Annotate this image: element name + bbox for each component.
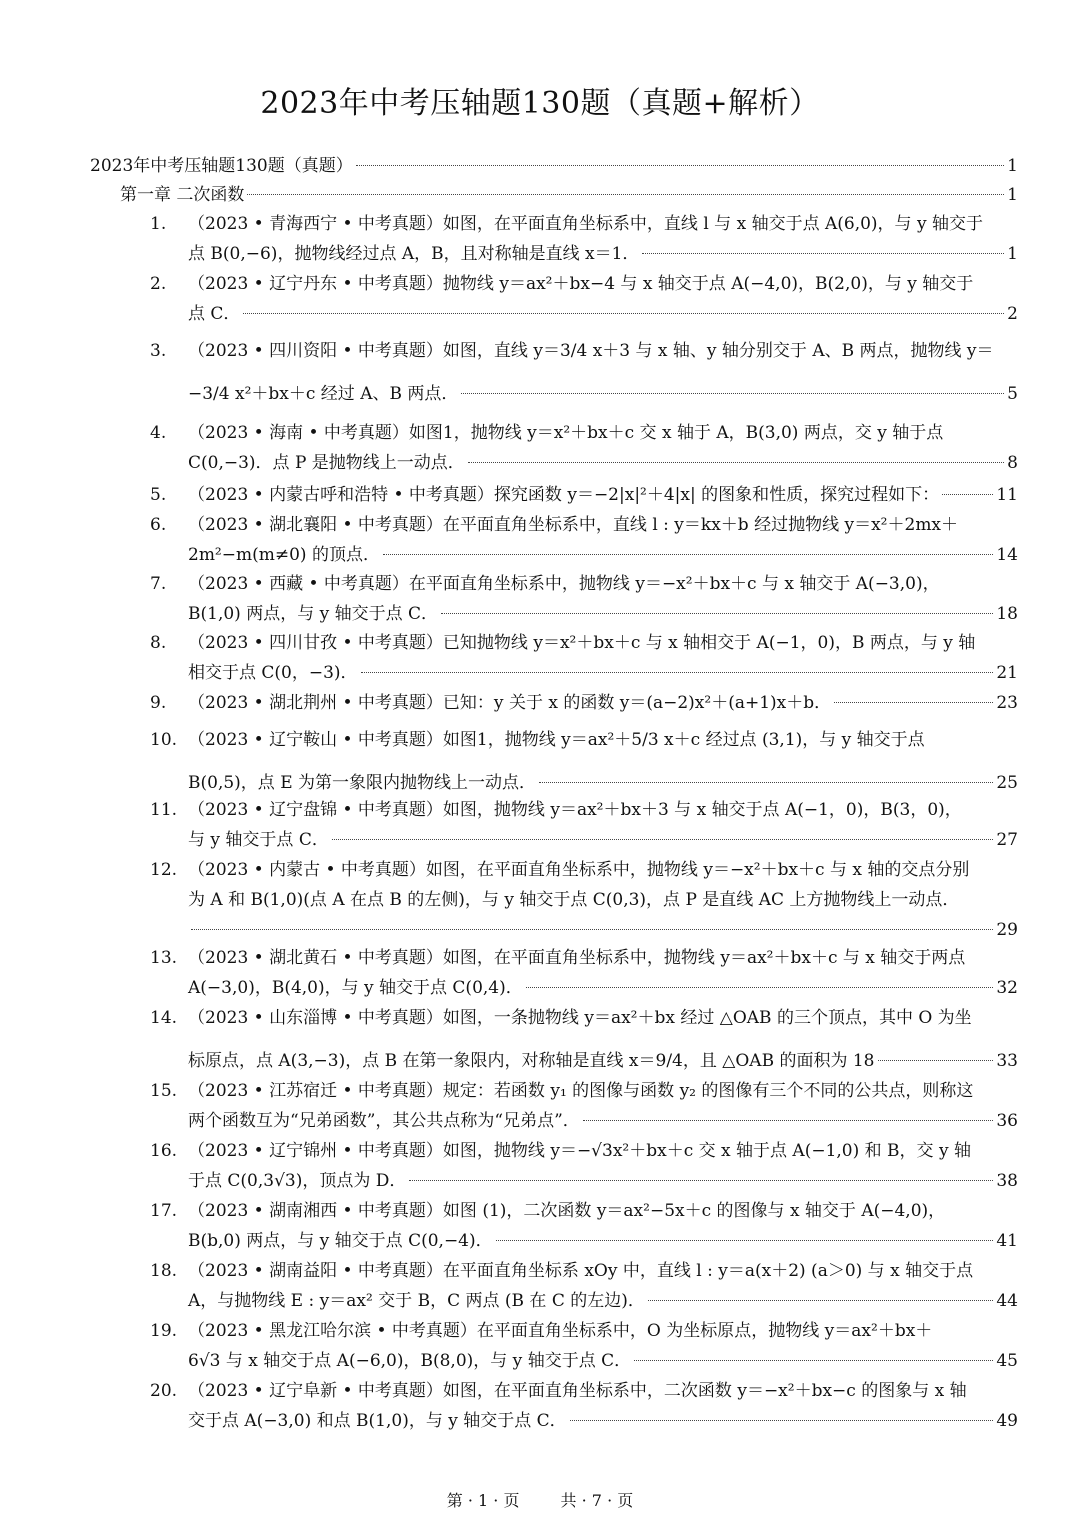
- item-number: 2.: [150, 274, 167, 294]
- toc-page-number: 1: [1007, 185, 1018, 205]
- toc-entry-line[interactable]: [150, 271, 973, 297]
- item-number: 18.: [150, 1261, 178, 1281]
- toc-item-entry[interactable]: [188, 1168, 1018, 1194]
- toc-item-entry[interactable]: [188, 601, 1018, 627]
- dot-leader: [468, 462, 1004, 463]
- toc-entry-line[interactable]: [150, 1198, 945, 1224]
- toc-entry-text: （2023 • 四川资阳 • 中考真题）如图，直线 y＝3/4 x＋3 与 x 轴、y 轴分别交于 A、B 两点，抛物线 y＝: [188, 341, 994, 361]
- toc-item-entry[interactable]: [188, 301, 1018, 327]
- toc-entry-text: 标原点，点 A(3,−3)，点 B 在第一象限内，对称轴是直线 x＝9/4，且 △OAB 的面积为 18: [188, 1051, 875, 1071]
- toc-item-page-row[interactable]: [188, 917, 1018, 943]
- toc-item-entry[interactable]: [188, 1048, 1018, 1074]
- item-number: 13.: [150, 948, 178, 968]
- toc-entry-line[interactable]: [150, 857, 969, 883]
- toc-item-entry[interactable]: [188, 241, 1018, 267]
- toc-entry-text: 点 B(0,−6)，抛物线经过点 A，B，且对称轴是直线 x＝1．: [188, 244, 640, 264]
- dot-leader: [583, 1120, 994, 1121]
- toc-entry-text: （2023 • 湖北襄阳 • 中考真题）在平面直角坐标系中，直线 l : y＝kx＋b 经过抛物线 y＝x²＋2mx＋: [188, 515, 959, 535]
- toc-entry-text: （2023 • 辽宁鞍山 • 中考真题）如图1，抛物线 y＝ax²＋5/3 x＋c 经过点 (3,1)，与 y 轴交于点: [188, 730, 925, 750]
- toc-entry-text: （2023 • 辽宁锦州 • 中考真题）如图，抛物线 y＝−√3x²＋bx＋c 交 x 轴于点 A(−1,0) 和 B，交 y 轴: [188, 1141, 971, 1161]
- toc-entry-text: B(0,5)，点 E 为第一象限内抛物线上一动点．: [188, 773, 537, 793]
- item-number: 9.: [150, 693, 167, 713]
- toc-entry-text: 于点 C(0,3√3)，顶点为 D．: [188, 1171, 407, 1191]
- dot-leader: [243, 313, 1004, 314]
- toc-entry-text: 为 A 和 B(1,0)(点 A 在点 B 的左侧)，与 y 轴交于点 C(0,3)，点 P 是直线 AC 上方抛物线上一动点．: [188, 890, 960, 910]
- toc-page-number: 29: [996, 920, 1018, 940]
- item-number: 19.: [150, 1321, 178, 1341]
- toc-page-number: 25: [996, 773, 1018, 793]
- dot-leader: [332, 839, 994, 840]
- dot-leader: [634, 1360, 993, 1361]
- item-number: 6.: [150, 515, 167, 535]
- toc-entry-line[interactable]: [150, 727, 925, 753]
- item-number: 3.: [150, 341, 167, 361]
- item-number: 10.: [150, 730, 178, 750]
- toc-item-entry[interactable]: [188, 1348, 1018, 1374]
- toc-entry-line[interactable]: [150, 512, 958, 538]
- page-footer: [0, 1488, 1080, 1511]
- toc-entry-text: （2023 • 湖北黄石 • 中考真题）如图，在平面直角坐标系中，抛物线 y＝ax²＋bx＋c 与 x 轴交于两点: [188, 948, 966, 968]
- toc-entry-text: （2023 • 青海西宁 • 中考真题）如图，在平面直角坐标系中，直线 l 与 x 轴交于点 A(6,0)，与 y 轴交于: [188, 214, 983, 234]
- toc-item-entry[interactable]: [188, 542, 1018, 568]
- item-number: 1.: [150, 214, 167, 234]
- toc-page-number: 1: [1007, 244, 1018, 264]
- toc-entry-line[interactable]: [150, 1378, 967, 1404]
- toc-item-entry[interactable]: [188, 450, 1018, 476]
- toc-entry-line[interactable]: [150, 1005, 972, 1031]
- toc-entry-text: 第一章 二次函数: [120, 185, 245, 205]
- document-title: 2023年中考压轴题130题（真题+解析）: [260, 86, 820, 121]
- toc-entry-line[interactable]: [188, 887, 959, 913]
- toc-entry-line[interactable]: [150, 571, 940, 597]
- item-number: 20.: [150, 1381, 178, 1401]
- toc-entry-text: −3/4 x²＋bx＋c 经过 A、B 两点．: [188, 384, 459, 404]
- toc-item-entry[interactable]: [188, 1408, 1018, 1434]
- toc-page-number: 8: [1007, 453, 1018, 473]
- toc-item-entry[interactable]: [188, 827, 1018, 853]
- item-number: 14.: [150, 1008, 178, 1028]
- dot-leader: [648, 1300, 994, 1301]
- toc-entry-text: C(0,−3)．点 P 是抛物线上一动点．: [188, 453, 465, 473]
- toc-entry-text: （2023 • 内蒙古 • 中考真题）如图，在平面直角坐标系中，抛物线 y＝−x²＋bx＋c 与 x 轴的交点分别: [188, 860, 970, 880]
- toc-entry-text: 2023年中考压轴题130题（真题）: [90, 156, 353, 176]
- toc-page-number: 49: [996, 1411, 1018, 1431]
- dot-leader: [942, 494, 993, 495]
- item-number: 8.: [150, 633, 167, 653]
- toc-page-number: 45: [996, 1351, 1018, 1371]
- dot-leader: [383, 554, 993, 555]
- toc-page-number: 2: [1007, 304, 1018, 324]
- toc-entry-line[interactable]: [150, 797, 962, 823]
- toc-page-number: 33: [996, 1051, 1018, 1071]
- page-total: 共 · 7 · 页: [560, 1491, 634, 1510]
- dot-leader: [361, 672, 994, 673]
- item-number: 12.: [150, 860, 178, 880]
- toc-page-number: 36: [996, 1111, 1018, 1131]
- dot-leader: [409, 1180, 993, 1181]
- dot-leader: [247, 194, 1004, 195]
- toc-page-number: 38: [996, 1171, 1018, 1191]
- toc-heading-entry[interactable]: [90, 153, 1018, 179]
- toc-entry-text: 与 y 轴交于点 C．: [188, 830, 329, 850]
- toc-entry-text: A(−3,0)，B(4,0)，与 y 轴交于点 C(0,4)．: [188, 978, 523, 998]
- item-number: 15.: [150, 1081, 178, 1101]
- toc-page-number: 14: [996, 545, 1018, 565]
- toc-entry-text: 相交于点 C(0，−3)．: [188, 663, 358, 683]
- toc-item-entry[interactable]: [188, 660, 1018, 686]
- toc-entry-text: （2023 • 湖南湘西 • 中考真题）如图 (1)，二次函数 y＝ax²−5x＋c 的图像与 x 轴交于 A(−4,0)，: [188, 1201, 946, 1221]
- toc-entry-text: （2023 • 湖北荆州 • 中考真题）已知：y 关于 x 的函数 y＝(a−2)x²＋(a+1)x＋b．: [188, 693, 832, 713]
- toc-entry-text: （2023 • 海南 • 中考真题）如图1，抛物线 y＝x²＋bx＋c 交 x 轴于 A，B(3,0) 两点，交 y 轴于点: [188, 423, 944, 443]
- toc-entry-line[interactable]: [150, 211, 983, 237]
- dot-leader: [526, 987, 994, 988]
- item-number: 5.: [150, 485, 167, 505]
- toc-item-entry[interactable]: [150, 482, 1018, 508]
- dot-leader: [356, 165, 1004, 166]
- item-number: 4.: [150, 423, 167, 443]
- toc-entry-text: （2023 • 山东淄博 • 中考真题）如图，一条抛物线 y＝ax²＋bx 经过 △OAB 的三个顶点，其中 O 为坐: [188, 1008, 972, 1028]
- toc-entry-text: 点 C．: [188, 304, 241, 324]
- toc-item-entry[interactable]: [188, 1108, 1018, 1134]
- toc-page-number: 32: [996, 978, 1018, 998]
- chapter-entry[interactable]: [120, 182, 1018, 208]
- toc-item-entry[interactable]: [150, 690, 1018, 716]
- dot-leader: [539, 782, 993, 783]
- page-number: 第 · 1 · 页: [446, 1491, 520, 1510]
- toc-entry-line[interactable]: [150, 1138, 971, 1164]
- toc-entry-text: A，与抛物线 E : y＝ax² 交于 B，C 两点 (B 在 C 的左边)．: [188, 1291, 645, 1311]
- toc-page-number: 18: [996, 604, 1018, 624]
- toc-page-number: 5: [1007, 384, 1018, 404]
- toc-entry-text: 6√3 与 x 轴交于点 A(−6,0)，B(8,0)，与 y 轴交于点 C．: [188, 1351, 632, 1371]
- toc-page-number: 44: [996, 1291, 1018, 1311]
- toc-entry-text: （2023 • 黑龙江哈尔滨 • 中考真题）在平面直角坐标系中，O 为坐标原点，抛物线 y＝ax²＋bx＋: [188, 1321, 933, 1341]
- toc-entry-text: B(1,0) 两点，与 y 轴交于点 C．: [188, 604, 439, 624]
- dot-leader: [642, 253, 1004, 254]
- toc-entry-text: （2023 • 湖南益阳 • 中考真题）在平面直角坐标系 xOy 中，直线 l : y＝a(x＋2) (a＞0) 与 x 轴交于点: [188, 1261, 974, 1281]
- toc-entry-text: 两个函数互为“兄弟函数”，其公共点称为“兄弟点”．: [188, 1111, 580, 1131]
- toc-item-entry[interactable]: [188, 770, 1018, 796]
- toc-item-entry[interactable]: [188, 1288, 1018, 1314]
- item-number: 11.: [150, 800, 178, 820]
- toc-page-number: 41: [996, 1231, 1018, 1251]
- item-number: 16.: [150, 1141, 178, 1161]
- toc-entry-text: （2023 • 辽宁丹东 • 中考真题）抛物线 y＝ax²＋bx−4 与 x 轴交于点 A(−4,0)，B(2,0)，与 y 轴交于: [188, 274, 974, 294]
- dot-leader: [496, 1240, 994, 1241]
- toc-entry-line[interactable]: [150, 1078, 973, 1104]
- toc-entry-line[interactable]: [150, 1258, 973, 1284]
- toc-page-number: 27: [996, 830, 1018, 850]
- toc-page-number: 1: [1007, 156, 1018, 176]
- toc-entry-text: B(b,0) 两点，与 y 轴交于点 C(0,−4)．: [188, 1231, 493, 1251]
- toc-entry-text: （2023 • 西藏 • 中考真题）在平面直角坐标系中，抛物线 y＝−x²＋bx＋c 与 x 轴交于 A(−3,0)，: [188, 574, 940, 594]
- toc-page-number: 21: [996, 663, 1018, 683]
- toc-item-entry[interactable]: [188, 1228, 1018, 1254]
- dot-leader: [570, 1420, 994, 1421]
- toc-entry-text: （2023 • 江苏宿迁 • 中考真题）规定：若函数 y₁ 的图像与函数 y₂ 的图像有三个不同的公共点，则称这: [188, 1081, 974, 1101]
- toc-page-number: 23: [996, 693, 1018, 713]
- toc-page-number: 11: [996, 485, 1018, 505]
- toc-entry-line[interactable]: [150, 945, 965, 971]
- toc-entry-line[interactable]: [150, 420, 943, 446]
- toc-entry-text: （2023 • 辽宁阜新 • 中考真题）如图，在平面直角坐标系中，二次函数 y＝−x²＋bx−c 的图象与 x 轴: [188, 1381, 967, 1401]
- toc-entry-text: （2023 • 四川甘孜 • 中考真题）已知抛物线 y＝x²＋bx＋c 与 x 轴相交于 A(−1，0)，B 两点，与 y 轴: [188, 633, 976, 653]
- item-number: 7.: [150, 574, 167, 594]
- toc-entry-text: 交于点 A(−3,0) 和点 B(1,0)，与 y 轴交于点 C．: [188, 1411, 567, 1431]
- toc-item-entry[interactable]: [188, 381, 1018, 407]
- dot-leader: [834, 702, 993, 703]
- toc-entry-text: （2023 • 辽宁盘锦 • 中考真题）如图，抛物线 y＝ax²＋bx＋3 与 x 轴交于点 A(−1，0)，B(3，0)，: [188, 800, 962, 820]
- toc-entry-text: 2m²−m(m≠0) 的顶点．: [188, 545, 380, 565]
- item-number: 17.: [150, 1201, 178, 1221]
- toc-item-entry[interactable]: [188, 975, 1018, 1001]
- toc-entry-line[interactable]: [150, 338, 994, 364]
- toc-entry-line[interactable]: [150, 630, 975, 656]
- dot-leader: [191, 929, 993, 930]
- toc-entry-line[interactable]: [150, 1318, 932, 1344]
- dot-leader: [878, 1060, 994, 1061]
- dot-leader: [441, 613, 993, 614]
- toc-entry-text: （2023 • 内蒙古呼和浩特 • 中考真题）探究函数 y＝−2|x|²＋4|x| 的图象和性质，探究过程如下：: [188, 485, 940, 505]
- dot-leader: [461, 393, 1004, 394]
